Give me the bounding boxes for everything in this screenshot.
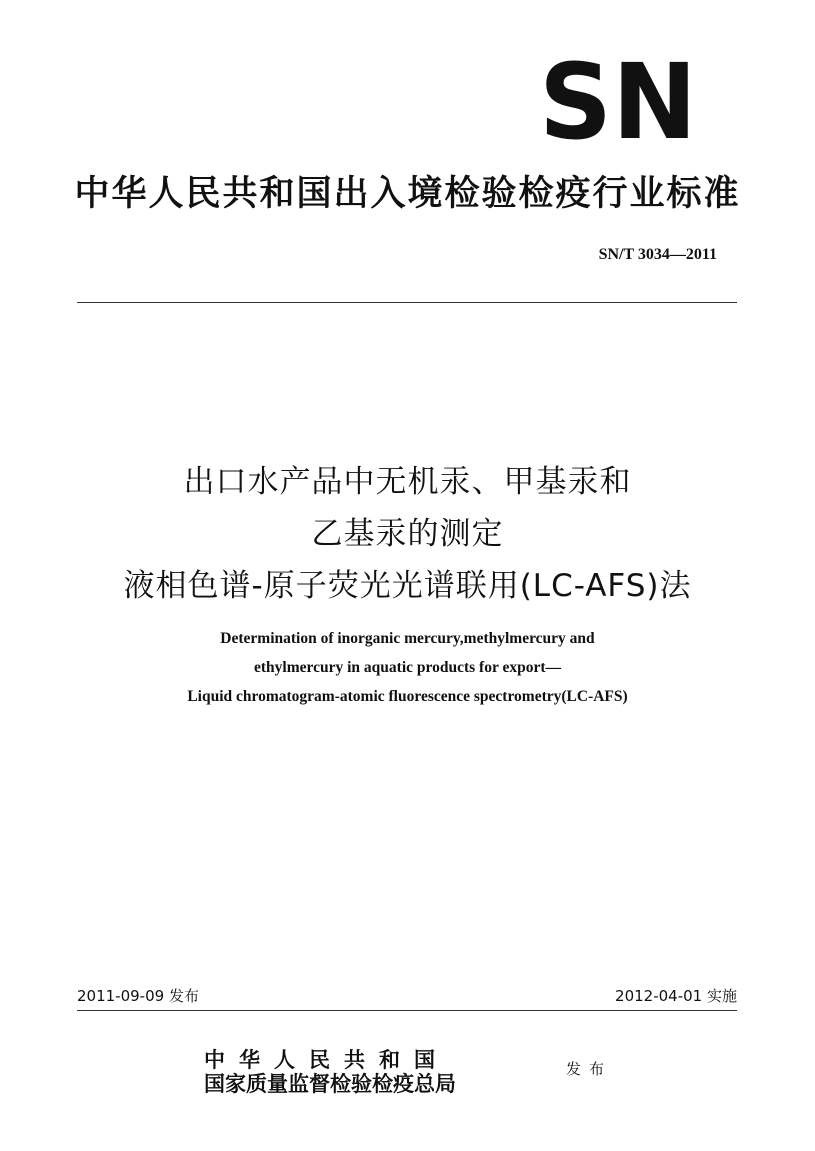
publish-label: 发布: [566, 1060, 613, 1078]
title-en-line1: Determination of inorganic mercury,methylmercury and: [220, 630, 595, 647]
issuer-line2: 国家质量监督检验检疫总局: [204, 1071, 456, 1096]
sn-logo-text: SN: [539, 60, 697, 142]
standard-number: SN/T 3034—2011: [598, 246, 717, 263]
title-en-line2: ethylmercury in aquatic products for export—: [254, 659, 561, 676]
title-en-line3: Liquid chromatogram-atomic fluorescence spectrometry(LC-AFS): [187, 688, 628, 705]
issue-date: 2011-09-09 发布: [77, 987, 199, 1005]
title-zh-line1: 出口水产品中无机汞、甲基汞和: [183, 464, 632, 500]
org-title: 中华人民共和国出入境检验检疫行业标准: [74, 174, 741, 214]
title-zh-line3: 液相色谱-原子荧光光谱联用(LC-AFS)法: [123, 568, 692, 604]
bottom-divider: [77, 1010, 737, 1011]
issuer-line1: 中华人民共和国: [204, 1047, 449, 1072]
implementation-date: 2012-04-01 实施: [615, 987, 737, 1005]
title-zh-line2: 乙基汞的测定: [311, 516, 504, 552]
top-divider: [77, 302, 737, 303]
sn-logo: [538, 60, 698, 142]
